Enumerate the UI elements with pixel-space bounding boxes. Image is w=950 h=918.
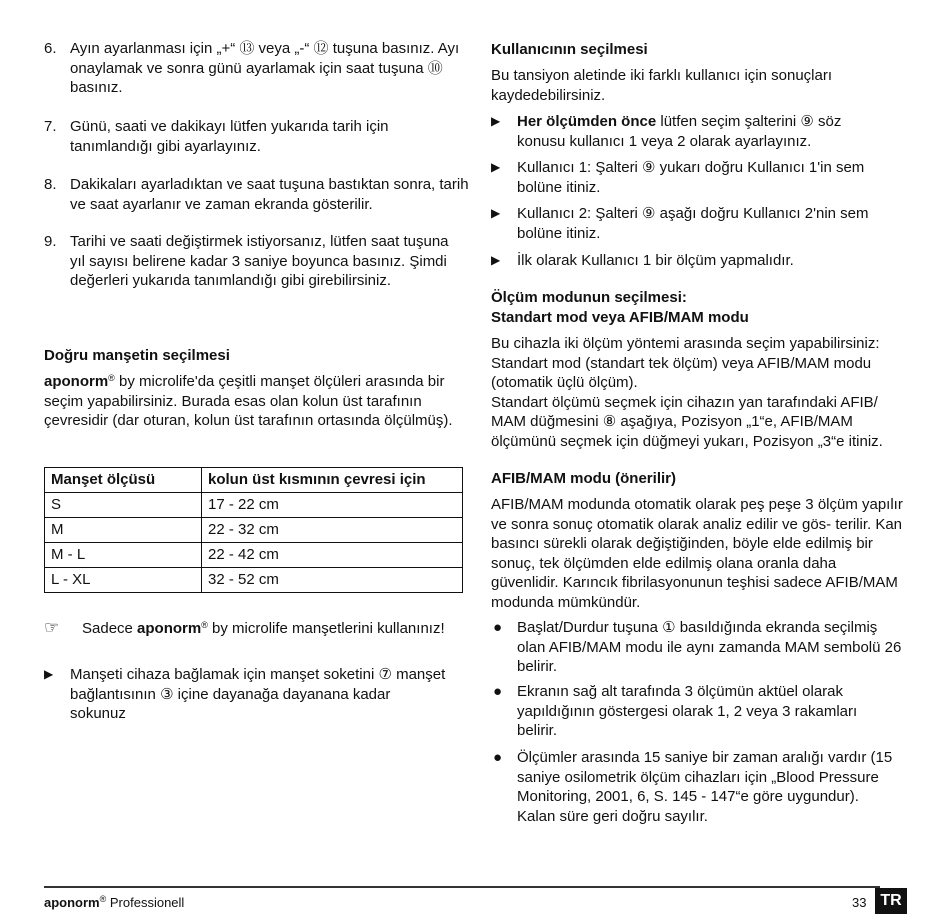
bullet-text: Ölçümler arasında 15 saniye bir zaman aralığı vardır (15 saniye osilometrik ölçüm cihazları için „Blood Pressure Monitoring, 2001, 6, S. 145 - 147“e göre uygundur). Kalan süre geri doğru sayılır. xyxy=(517,749,893,825)
bullet-item xyxy=(44,665,450,724)
dot-bullet-item xyxy=(491,618,907,677)
footer-divider xyxy=(44,886,880,888)
bullet-text: Başlat/Durdur tuşuna ① basıldığında ekranda seçilmiş olan AFIB/MAM modu ile aynı zamanda MAM sembolü 26 belirir. xyxy=(517,619,902,675)
cell: M xyxy=(45,518,202,543)
step-7 xyxy=(44,117,466,156)
cell: 22 - 32 cm xyxy=(202,518,463,543)
bullet-text: Ekranın sağ alt tarafında 3 ölçümün aktüel olarak yapıldığının göstergesi olarak 1, 2 veya 3 rakamları belirir. xyxy=(517,683,858,739)
product-name: Professionell xyxy=(106,895,185,910)
cell: L - XL xyxy=(45,568,202,593)
brand: aponorm xyxy=(44,373,109,390)
bullet-text: Manşeti cihaza bağlamak için manşet soketini ⑦ manşet bağlantısının ③ içine dayanağa dayanana kadar sokunuz xyxy=(70,666,446,722)
table-row xyxy=(45,493,463,518)
step-number: 7. xyxy=(44,118,57,135)
cuff-text: by microlife'da çeşitli manşet ölçüleri arasında bir seçim yapabilirsiniz. Burada esas olan kolun üst tarafının çevresidir (dar oturan, kolun üst tarafının ortasında ölçülmüş). xyxy=(44,373,453,429)
mode-text: Standart ölçümü seçmek için cihazın yan tarafındaki AFIB/ MAM düğmesini ⑧ aşağıya, Pozisyon „1“e, AFIB/MAM ölçümünü seçmek için düğmeyi yukarı, Pozisyon „3“e itiniz. xyxy=(491,393,883,450)
mode-heading-line: Ölçüm modunun seçilmesi: xyxy=(491,289,687,306)
step-text: Ayın ayarlanması için „+“ ⑬ veya „-“ ⑫ tuşuna basınız. Ayı onaylamak ve sonra günü ayarlamak için saat tuşuna ⑩ basınız. xyxy=(70,40,460,96)
dot-bullet-item xyxy=(491,682,897,741)
cell: S xyxy=(45,493,202,518)
step-9 xyxy=(44,232,466,291)
triangle-bullet-icon: ▶ xyxy=(491,114,501,128)
bullet-item xyxy=(491,204,897,243)
cuff-heading: Doğru manşetin seçilmesi xyxy=(44,347,230,364)
mode-heading xyxy=(491,288,749,327)
cuff-size-table xyxy=(44,467,463,593)
dot-bullet-icon: ● xyxy=(493,749,503,766)
bullet-item xyxy=(491,251,897,271)
brand: aponorm xyxy=(137,620,202,637)
column-header: kolun üst kısmının çevresi için xyxy=(202,468,463,493)
step-text: Dakikaları ayarladıktan ve saat tuşuna bastıktan sonra, tarih ve saat ayarlanır ve zaman ekranda gösterilir. xyxy=(70,176,469,213)
table-row xyxy=(45,543,463,568)
dot-bullet-icon: ● xyxy=(493,619,503,636)
footer-product xyxy=(44,893,184,913)
bullet-text: lütfen seçim şalterini ⑨ söz konusu kullanıcı 1 veya 2 olarak ayarlayınız. xyxy=(517,113,842,150)
table-row xyxy=(45,518,463,543)
afib-heading: AFIB/MAM modu (önerilir) xyxy=(491,470,676,487)
bullet-item xyxy=(491,158,897,197)
table-row xyxy=(45,568,463,593)
mode-text: Bu cihazla iki ölçüm yöntemi arasında seçim yapabilirsiniz: Standart mod (standart tek ölçüm) veya AFIB/MAM modu (otomatik üçlü ölçüm). xyxy=(491,335,880,391)
column-header: Manşet ölçüsü xyxy=(45,468,202,493)
bullet-text: Kullanıcı 2: Şalteri ⑨ aşağı doğru Kullanıcı 2'nin sem bolüne itiniz. xyxy=(517,205,869,242)
user-heading: Kullanıcının seçilmesi xyxy=(491,41,648,58)
dot-bullet-item xyxy=(491,748,897,826)
step-number: 9. xyxy=(44,233,57,250)
cell: 17 - 22 cm xyxy=(202,493,463,518)
cuff-paragraph xyxy=(44,372,464,431)
step-text: Tarihi ve saati değiştirmek istiyorsanız, lütfen saat tuşuna yıl sayısı belirene kadar 3 saniye boyunca basınız. Şimdi değerleri yukarıda tanımlandığı gibi girebilirsiniz. xyxy=(70,233,449,289)
user-paragraph: Bu tansiyon aletinde iki farklı kullanıcı için sonuçları kaydedebilirsiniz. xyxy=(491,67,833,104)
cell: 32 - 52 cm xyxy=(202,568,463,593)
afib-paragraph: AFIB/MAM modunda otomatik olarak peş peşe 3 ölçüm yapılır ve sonra sonuç otomatik olarak analiz edilir ve gös- terilir. Kan basıncı sürekli olarak değiştiğinden, böyle elde edilmiş bir sonuç, tek ölçümden elde edilmiş olana oranla daha güvenlidir. Karıncık fibrilasyonunun teşhisi sadece AFIB/MAM modunda mümkündür. xyxy=(491,496,903,611)
bullet-bold: Her ölçümden önce xyxy=(517,113,657,130)
triangle-bullet-icon: ▶ xyxy=(491,253,501,267)
step-6 xyxy=(44,39,466,98)
cell: M - L xyxy=(45,543,202,568)
bullet-text: Kullanıcı 1: Şalteri ⑨ yukarı doğru Kullanıcı 1'in sem bolüne itiniz. xyxy=(517,159,865,196)
table-header-row xyxy=(45,468,463,493)
triangle-bullet-icon: ▶ xyxy=(491,206,501,220)
bullet-item xyxy=(491,112,887,151)
step-text: Günü, saati ve dakikayı lütfen yukarıda tarih için tanımlandığı gibi ayarlayınız. xyxy=(70,118,389,155)
brand: aponorm xyxy=(44,895,100,910)
registered-mark: ® xyxy=(99,894,107,904)
triangle-bullet-icon: ▶ xyxy=(491,160,501,174)
note xyxy=(44,619,462,639)
cell: 22 - 42 cm xyxy=(202,543,463,568)
language-badge: TR xyxy=(875,888,907,914)
bullet-text: İlk olarak Kullanıcı 1 bir ölçüm yapmalıdır. xyxy=(517,252,794,269)
triangle-bullet-icon: ▶ xyxy=(44,667,54,681)
dot-bullet-icon: ● xyxy=(493,683,503,700)
step-number: 8. xyxy=(44,176,57,193)
step-number: 6. xyxy=(44,40,57,57)
note-text: Sadece xyxy=(82,620,138,637)
registered-mark: ® xyxy=(108,373,115,383)
mode-paragraph xyxy=(491,334,907,451)
note-text: by microlife manşetlerini kullanınız! xyxy=(207,620,445,637)
registered-mark: ® xyxy=(201,620,208,630)
mode-heading-line: Standart mod veya AFIB/MAM modu xyxy=(491,308,749,326)
step-8 xyxy=(44,175,470,214)
page-number: 33 xyxy=(852,895,867,910)
pointing-hand-icon: ☞ xyxy=(44,618,60,637)
